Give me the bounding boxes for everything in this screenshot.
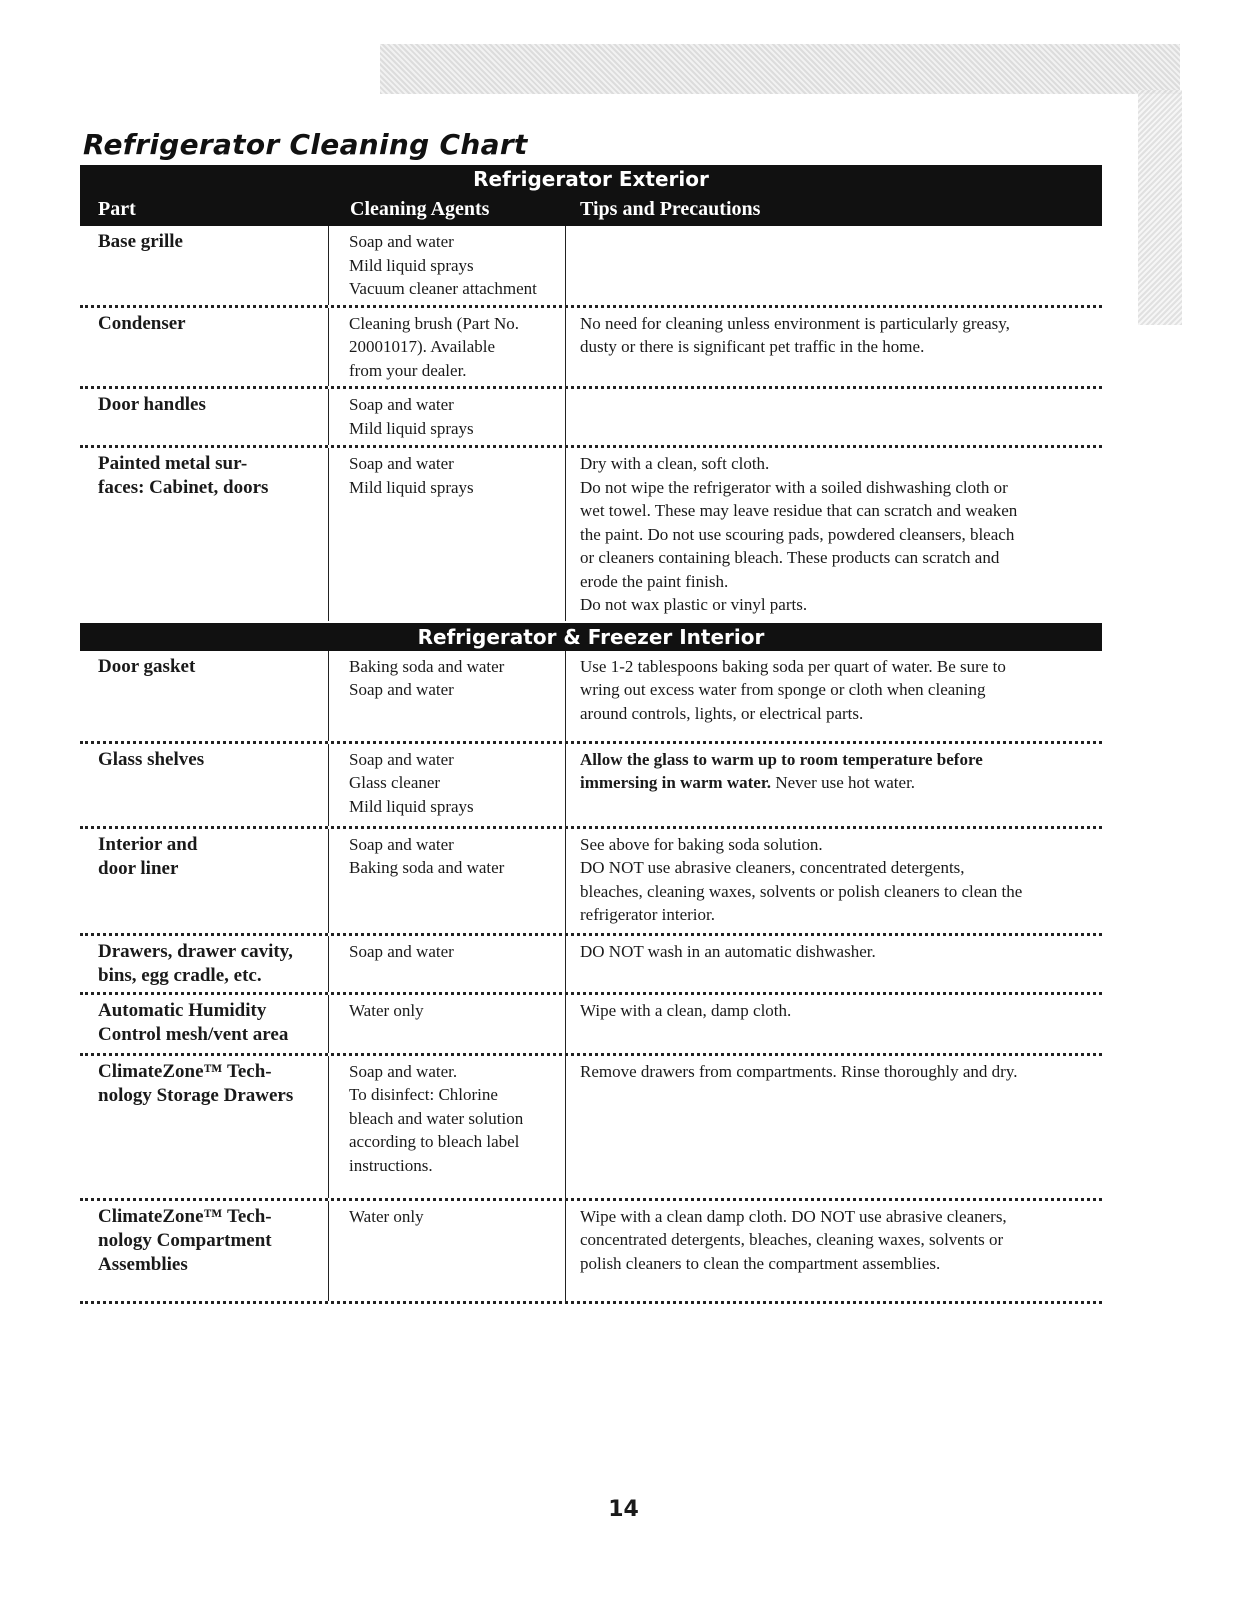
table-row bbox=[80, 995, 1102, 1056]
agents-line: Soap and water bbox=[349, 749, 454, 769]
agents-line: Water only bbox=[349, 1000, 424, 1020]
agents-line: 20001017). Available bbox=[349, 337, 496, 356]
part-cell bbox=[80, 448, 328, 621]
part-cell bbox=[80, 389, 328, 445]
agents-line: Soap and water bbox=[349, 232, 454, 251]
tips-line: polish cleaners to clean the compartment assemblies. bbox=[580, 1253, 941, 1273]
agents-line: Soap and water bbox=[349, 395, 454, 414]
table-row bbox=[80, 936, 1102, 995]
agents-line: Mild liquid sprays bbox=[349, 418, 474, 438]
scan-texture-band bbox=[380, 44, 1180, 94]
part-line: ClimateZone™ Tech- bbox=[98, 1060, 272, 1082]
part-cell bbox=[80, 936, 328, 992]
part-cell bbox=[80, 226, 328, 305]
agents-cell bbox=[328, 651, 566, 741]
scan-side-texture bbox=[1138, 90, 1182, 325]
agents-line: Soap and water bbox=[349, 454, 454, 473]
tips-line: erode the paint finish. bbox=[580, 571, 729, 591]
table-row bbox=[80, 829, 1102, 936]
part-line: ClimateZone™ Tech- bbox=[98, 1205, 272, 1227]
agents-line: Glass cleaner bbox=[349, 773, 441, 792]
tips-line: bleaches, cleaning waxes, solvents or polish cleaners to clean the bbox=[580, 881, 1023, 901]
agents-line: Baking soda and water bbox=[349, 656, 505, 676]
agents-line: according to bleach label bbox=[349, 1132, 520, 1151]
part-line: bins, egg cradle, etc. bbox=[98, 964, 262, 986]
table-row bbox=[80, 1201, 1102, 1304]
table-row bbox=[80, 308, 1102, 390]
agents-line: Mild liquid sprays bbox=[349, 255, 474, 275]
agents-line: To disinfect: Chlorine bbox=[349, 1085, 498, 1104]
table-row bbox=[80, 448, 1102, 621]
tips-line: wring out excess water from sponge or cloth when cleaning bbox=[580, 680, 986, 699]
agents-line: Soap and water bbox=[349, 941, 454, 961]
tips-line: Dry with a clean, soft cloth. bbox=[580, 454, 770, 473]
tips-cell bbox=[566, 651, 1102, 741]
part-cell bbox=[80, 1056, 328, 1198]
section-heading-exterior: Refrigerator Exterior bbox=[80, 165, 1102, 193]
tips-line: Use 1-2 tablespoons baking soda per quart of water. Be sure to bbox=[580, 656, 1006, 676]
agents-line: from your dealer. bbox=[349, 360, 467, 380]
part-cell bbox=[80, 829, 328, 933]
column-header-tips: Tips and Precautions bbox=[580, 198, 761, 220]
tips-cell bbox=[566, 448, 1102, 621]
table-row bbox=[80, 226, 1102, 308]
part-line: Door handles bbox=[98, 394, 206, 415]
table-row bbox=[80, 744, 1102, 829]
part-line: Assemblies bbox=[98, 1253, 188, 1275]
agents-cell bbox=[328, 448, 566, 621]
tips-line: or cleaners containing bleach. These products can scratch and bbox=[580, 548, 1000, 567]
tip-tail: Never use hot water. bbox=[775, 773, 916, 792]
tips-line: DO NOT wash in an automatic dishwasher. bbox=[580, 941, 876, 961]
part-cell bbox=[80, 651, 328, 741]
tips-cell bbox=[566, 829, 1102, 933]
agents-cell bbox=[328, 995, 566, 1053]
cleaning-chart bbox=[80, 165, 1102, 1304]
tips-line: wet towel. These may leave residue that can scratch and weaken bbox=[580, 501, 1018, 520]
tips-line: dusty or there is significant pet traffic in the home. bbox=[580, 337, 925, 356]
tip-warning-line: Allow the glass to warm up to room temperature before bbox=[580, 749, 983, 769]
tips-cell bbox=[566, 308, 1102, 387]
interior-rows bbox=[80, 651, 1102, 1304]
agents-line: Vacuum cleaner attachment bbox=[349, 279, 537, 298]
table-row bbox=[80, 651, 1102, 744]
agents-line: Mild liquid sprays bbox=[349, 477, 474, 497]
agents-cell bbox=[328, 936, 566, 992]
part-line: Condenser bbox=[98, 312, 186, 334]
tips-line: Remove drawers from compartments. Rinse thoroughly and dry. bbox=[580, 1061, 1018, 1081]
column-header-agents: Cleaning Agents bbox=[350, 198, 490, 220]
tip-warning-line: immersing in warm water. bbox=[580, 773, 772, 792]
agents-line: Soap and water bbox=[349, 834, 454, 854]
agents-line: instructions. bbox=[349, 1155, 433, 1175]
tips-line: See above for baking soda solution. bbox=[580, 834, 823, 854]
part-cell bbox=[80, 308, 328, 387]
tips-cell bbox=[566, 936, 1102, 992]
agents-line: Water only bbox=[349, 1206, 424, 1226]
tips-line: the paint. Do not use scouring pads, powdered cleansers, bleach bbox=[580, 524, 1015, 544]
part-line: Door gasket bbox=[98, 655, 196, 677]
part-line: Painted metal sur- bbox=[98, 453, 248, 474]
part-line: Interior and bbox=[98, 833, 198, 855]
tips-line: Do not wax plastic or vinyl parts. bbox=[580, 595, 808, 614]
agents-line: Baking soda and water bbox=[349, 858, 505, 877]
part-line: nology Storage Drawers bbox=[98, 1084, 294, 1106]
part-line: Drawers, drawer cavity, bbox=[98, 940, 293, 962]
agents-line: Soap and water bbox=[349, 680, 454, 699]
tips-cell bbox=[566, 744, 1102, 826]
section-heading-interior: Refrigerator & Freezer Interior bbox=[80, 623, 1102, 651]
tips-cell bbox=[566, 1201, 1102, 1301]
tips-line: Wipe with a clean damp cloth. DO NOT use abrasive cleaners, bbox=[580, 1206, 1007, 1226]
tips-cell bbox=[566, 1056, 1102, 1198]
agents-cell bbox=[328, 829, 566, 933]
agents-cell bbox=[328, 226, 566, 305]
part-cell bbox=[80, 995, 328, 1053]
table-row bbox=[80, 389, 1102, 448]
part-cell bbox=[80, 744, 328, 826]
part-line: Control mesh/vent area bbox=[98, 1023, 289, 1045]
tips-cell bbox=[566, 389, 1102, 445]
agents-cell bbox=[328, 1201, 566, 1301]
part-line: Automatic Humidity bbox=[98, 999, 267, 1021]
agents-cell bbox=[328, 308, 566, 387]
agents-cell bbox=[328, 744, 566, 826]
tips-line: Do not wipe the refrigerator with a soiled dishwashing cloth or bbox=[580, 477, 1008, 497]
column-header-part: Part bbox=[98, 198, 136, 220]
tips-line: Wipe with a clean, damp cloth. bbox=[580, 1000, 792, 1020]
part-line: faces: Cabinet, doors bbox=[98, 477, 269, 498]
part-line: Base grille bbox=[98, 231, 183, 252]
tips-line: around controls, lights, or electrical parts. bbox=[580, 703, 864, 723]
part-cell bbox=[80, 1201, 328, 1301]
column-header-row bbox=[80, 193, 1102, 226]
agents-cell bbox=[328, 1056, 566, 1198]
exterior-rows bbox=[80, 226, 1102, 621]
tips-line: No need for cleaning unless environment is particularly greasy, bbox=[580, 313, 1010, 333]
tips-line: refrigerator interior. bbox=[580, 905, 715, 924]
page-title: Refrigerator Cleaning Chart bbox=[83, 128, 528, 161]
page-number: 14 bbox=[608, 1497, 639, 1522]
agents-line: Mild liquid sprays bbox=[349, 796, 474, 816]
table-row bbox=[80, 1056, 1102, 1201]
part-line: nology Compartment bbox=[98, 1229, 272, 1251]
tips-line: DO NOT use abrasive cleaners, concentrated detergents, bbox=[580, 858, 965, 877]
part-line: Glass shelves bbox=[98, 748, 205, 770]
tips-line: concentrated detergents, bleaches, cleaning waxes, solvents or bbox=[580, 1230, 1004, 1249]
part-line: door liner bbox=[98, 857, 179, 879]
agents-line: bleach and water solution bbox=[349, 1108, 524, 1128]
tips-cell bbox=[566, 995, 1102, 1053]
agents-line: Soap and water. bbox=[349, 1061, 458, 1081]
tips-cell bbox=[566, 226, 1102, 305]
agents-line: Cleaning brush (Part No. bbox=[349, 313, 519, 333]
agents-cell bbox=[328, 389, 566, 445]
